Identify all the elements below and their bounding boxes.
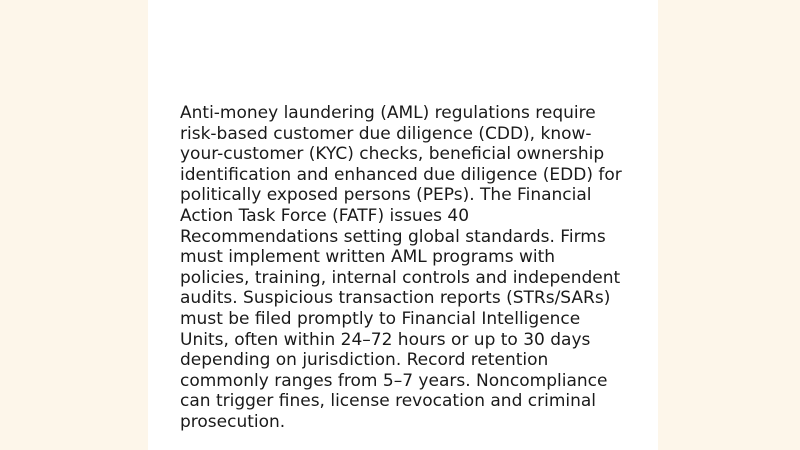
- aml-regulations-paragraph: Anti-money laundering (AML) regulations require risk-based customer due diligence (CDD), know-your-customer (KYC) checks, beneficial ownership identification and enhanced due diligence (EDD) for politically exposed persons (PEPs). The Financial Action Task Force (FATF) issues 40 Recommendations setting global standards. Firms must implement written AML programs with policies, training, internal controls and independent audits. Suspicious transaction reports (STRs/SARs) must be filed promptly to Financial Intelligence Units, often within 24–72 hours or up to 30 days depending on jurisdiction. Record retention commonly ranges from 5–7 years. Noncompliance can trigger fines, license revocation and criminal prosecution.: [180, 103, 622, 432]
